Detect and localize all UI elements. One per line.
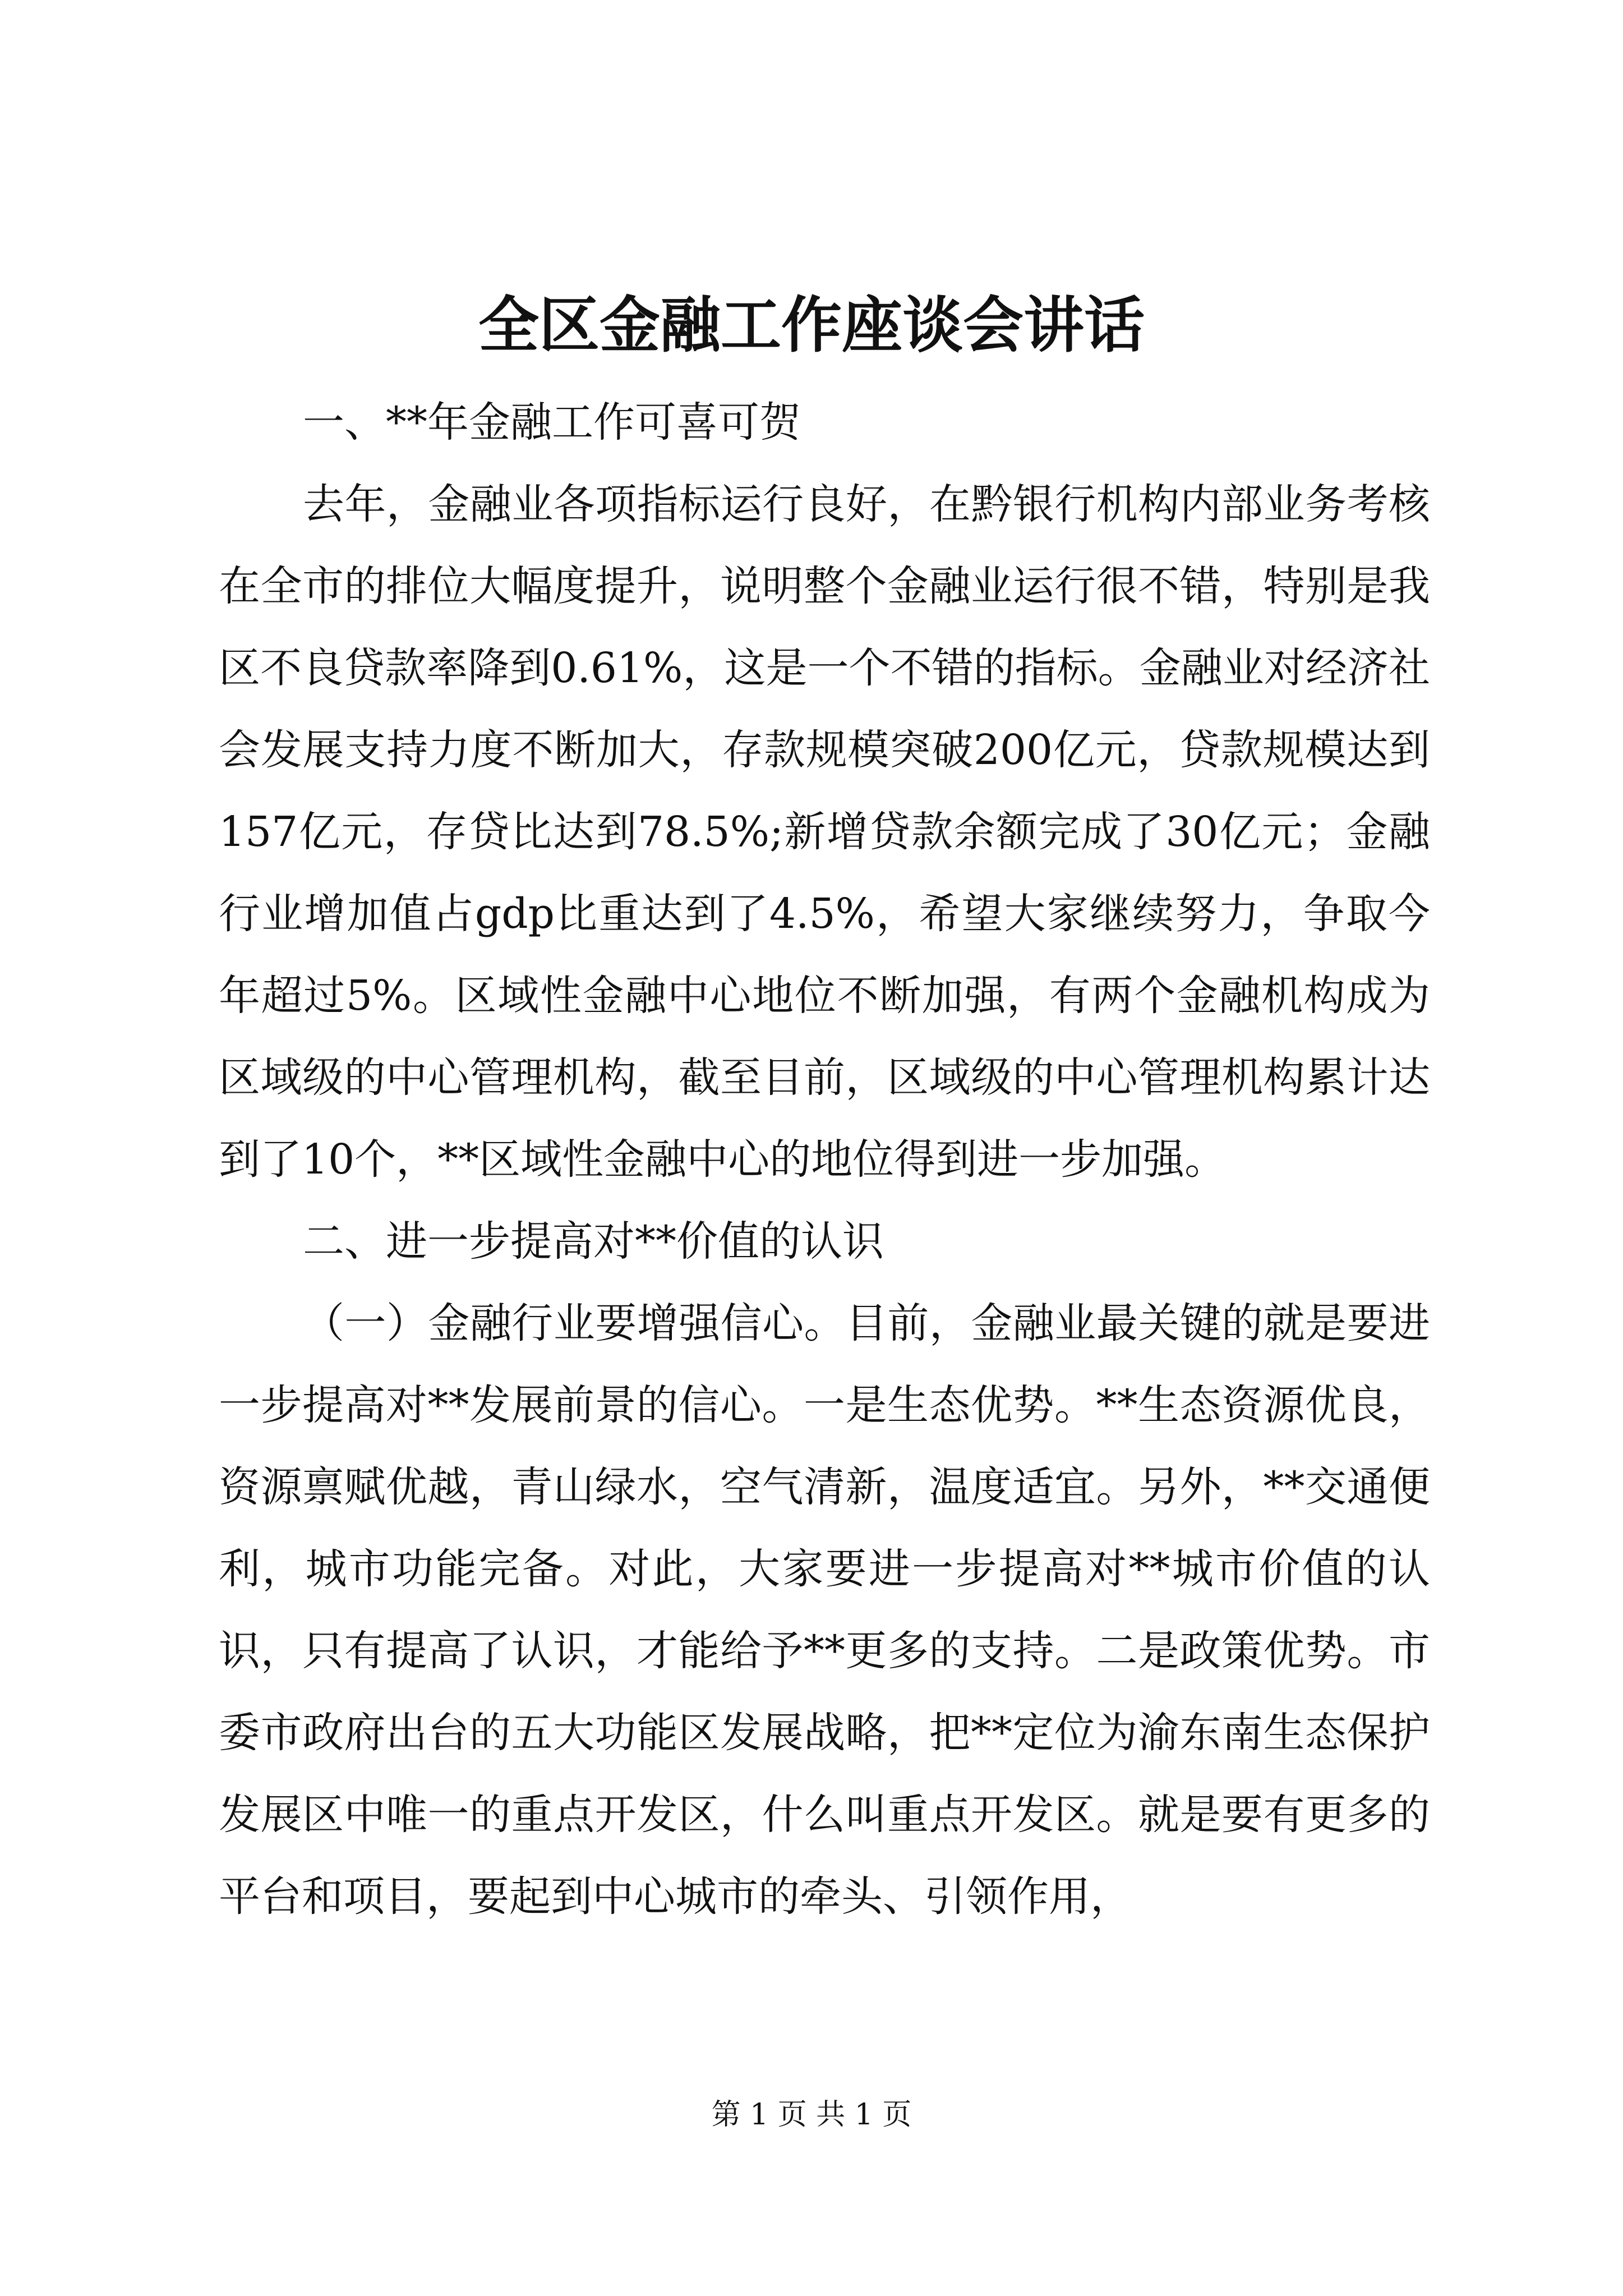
body-paragraph-1: 去年，金融业各项指标运行良好，在黔银行机构内部业务考核在全市的排位大幅度提升，说明整个金融业运行很不错，特别是我区不良贷款率降到0.61%，这是一个不错的指标。金融业对经济社会发展支持力度不断加大，存款规模突破200亿元，贷款规模达到157亿元，存贷比达到78.5%;新增贷款余额完成了30亿元；金融行业增加值占gdp比重达到了4.5%，希望大家继续努力，争取今年超过5%。区域性金融中心地位不断加强，有两个金融机构成为区域级的中心管理机构，截至目前，区域级的中心管理机构累计达到了10个，**区域性金融中心的地位得到进一步加强。 — [219, 480, 1430, 1184]
document-body — [219, 381, 1430, 1938]
body-paragraph-2: （一）金融行业要增强信心。目前，金融业最关键的就是要进一步提高对**发展前景的信心。一是生态优势。**生态资源优良，资源禀赋优越，青山绿水，空气清新，温度适宜。另外，**交通便利，城市功能完备。对此，大家要进一步提高对**城市价值的认识，只有提高了认识，才能给予**更多的支持。二是政策优势。市委市政府出台的五大功能区发展战略，把**定位为渝东南生态保护发展区中唯一的重点开发区，什么叫重点开发区。就是要有更多的平台和项目，要起到中心城市的牵头、引领作用， — [219, 1299, 1430, 1921]
page-number-footer: 第 1 页 共 1 页 — [711, 2098, 912, 2132]
document-title: 全区金融工作座谈会讲话 — [478, 290, 1145, 361]
section-heading-1: 一、**年金融工作可喜可贺 — [303, 398, 801, 447]
section-heading-2: 二、进一步提高对**价值的认识 — [303, 1217, 884, 1266]
